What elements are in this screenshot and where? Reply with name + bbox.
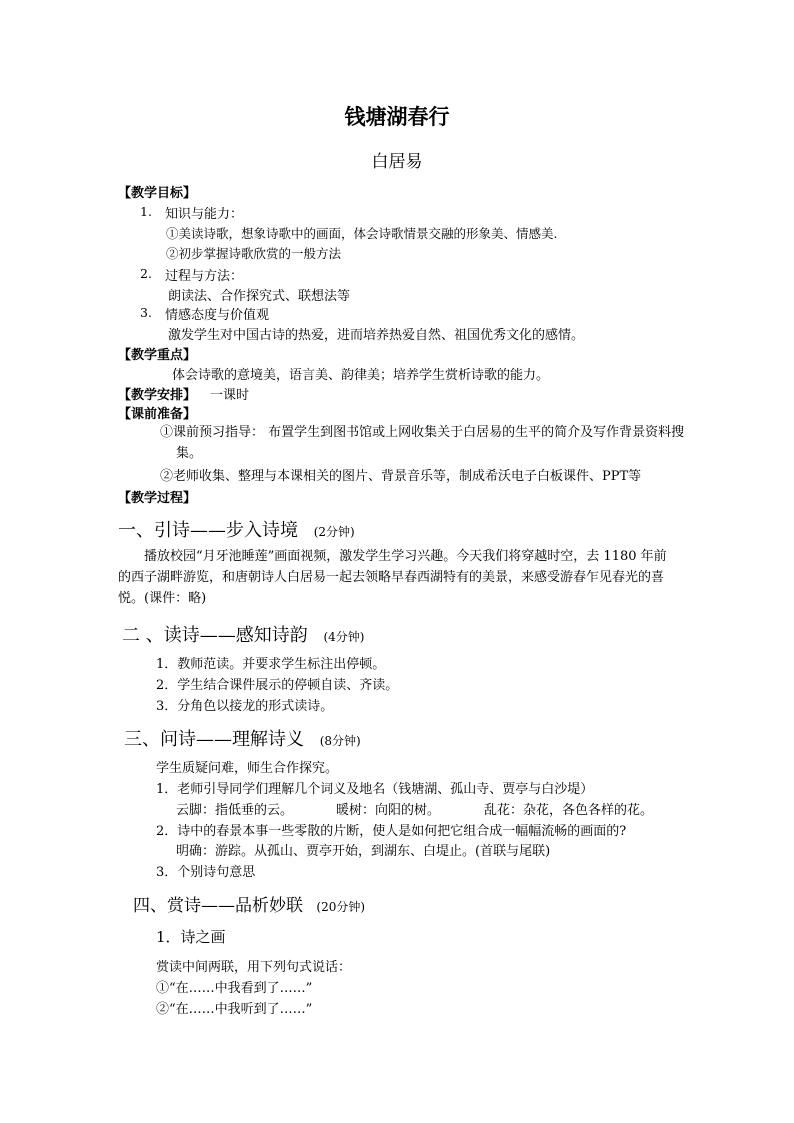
part3-time: (8分钟) bbox=[319, 734, 361, 748]
goal-2-detail: 朗读法、合作探究式、联想法等 bbox=[168, 289, 351, 304]
goal-1-number: 1. bbox=[140, 204, 152, 219]
part3-item-2-answer: 明确：游踪。从孤山、贾亭开始，到湖东、白堤止。(首联与尾联) bbox=[176, 844, 551, 859]
goal-3-detail: 激发学生对中国古诗的热爱，进而培养热爱自然、祖国优秀文化的感情。 bbox=[168, 328, 585, 343]
prep-heading: 【课前准备】 bbox=[118, 407, 197, 422]
part2-heading bbox=[122, 621, 364, 647]
part2-item-3: 3．分角色以接龙的形式读诗。 bbox=[156, 699, 334, 714]
prep-item-1: ①课前预习指导： 布置学生到图书馆或上网收集关于白居易的生平的简介及写作背景资料搜集。 bbox=[160, 425, 685, 461]
goal-3-number: 3. bbox=[140, 305, 152, 320]
goal-1-detail-a: ①美读诗歌，想象诗歌中的画面，体会诗歌情景交融的形象美、情感美. bbox=[166, 226, 558, 241]
part2-item-2: 2．学生结合课件展示的停顿自读、齐读。 bbox=[156, 678, 399, 693]
poem-author: 白居易 bbox=[371, 152, 423, 172]
prep-item-2: ②老师收集、整理与本课相关的图片、背景音乐等，制成希沃电子白板课件、PPT等 bbox=[160, 469, 642, 484]
process-heading: 【教学过程】 bbox=[118, 491, 197, 506]
part2-title: 二 、读诗——感知诗韵 bbox=[122, 625, 308, 646]
part4-sub-1: 1．诗之画 bbox=[156, 928, 226, 946]
part3-item-3: 3．个别诗句意思 bbox=[156, 865, 256, 880]
part4-intro: 赏读中间两联，用下列句式说话： bbox=[156, 960, 352, 975]
goal-3-label: 情感态度与价值观 bbox=[165, 308, 270, 323]
part4-title: 四、赏诗——品析妙联 bbox=[133, 896, 303, 916]
part1-paragraph: 播放校园“月牙池睡莲”画面视频，激发学生学习兴趣。今天我们将穿越时空，去 1180 年前的西子湖畔游览，和唐朝诗人白居易一起去领略早春西湖特有的美景，来感受游春乍见春光的喜悦。(课件：略) bbox=[118, 549, 667, 606]
schedule-text: 一课时 bbox=[210, 388, 250, 403]
part3-def-3: 乱花：杂花，各色各样的花。 bbox=[484, 803, 654, 818]
key-points-text: 体会诗歌的意境美，语言美、韵律美；培养学生赏析诗歌的能力。 bbox=[172, 368, 550, 383]
part3-def-1: 云脚：指低垂的云。 bbox=[176, 803, 294, 818]
goal-2-label: 过程与方法： bbox=[165, 269, 244, 284]
part3-title: 三、问诗——理解诗义 bbox=[124, 729, 304, 750]
part1-heading bbox=[118, 516, 355, 542]
goal-1-detail-b: ②初步掌握诗歌欣赏的一般方法 bbox=[166, 246, 342, 261]
part3-item-1: 1．老师引导同学们理解几个词义及地名（钱塘湖、孤山寺、贾亭与白沙堤） bbox=[156, 782, 594, 797]
part1-title: 一、引诗——步入诗境 bbox=[118, 520, 298, 541]
part4-time: (20分钟) bbox=[316, 900, 366, 914]
schedule-heading: 【教学安排】 bbox=[118, 388, 197, 403]
goal-1-label: 知识与能力： bbox=[165, 207, 244, 222]
part3-intro: 学生质疑问难，师生合作探究。 bbox=[156, 761, 339, 776]
part2-item-1: 1．教师范读。并要求学生标注出停顿。 bbox=[156, 657, 386, 672]
key-points-heading: 【教学重点】 bbox=[118, 348, 197, 363]
part3-def-2: 暖树：向阳的树。 bbox=[336, 803, 441, 818]
part4-question-1: ①“在……中我看到了……” bbox=[156, 981, 313, 996]
part1-time: (2分钟) bbox=[313, 525, 355, 539]
part3-heading bbox=[124, 725, 361, 751]
poem-title: 钱塘湖春行 bbox=[344, 104, 450, 129]
part4-question-2: ②“在……中我听到了……” bbox=[156, 1002, 313, 1017]
part2-time: (4分钟) bbox=[323, 630, 365, 644]
goal-2-number: 2. bbox=[140, 266, 152, 281]
part4-heading bbox=[133, 891, 365, 916]
goals-heading: 【教学目标】 bbox=[118, 186, 197, 201]
part3-item-2: 2．诗中的春景本事一些零散的片断，使人是如何把它组合成一幅幅流畅的画面的? bbox=[156, 824, 627, 839]
